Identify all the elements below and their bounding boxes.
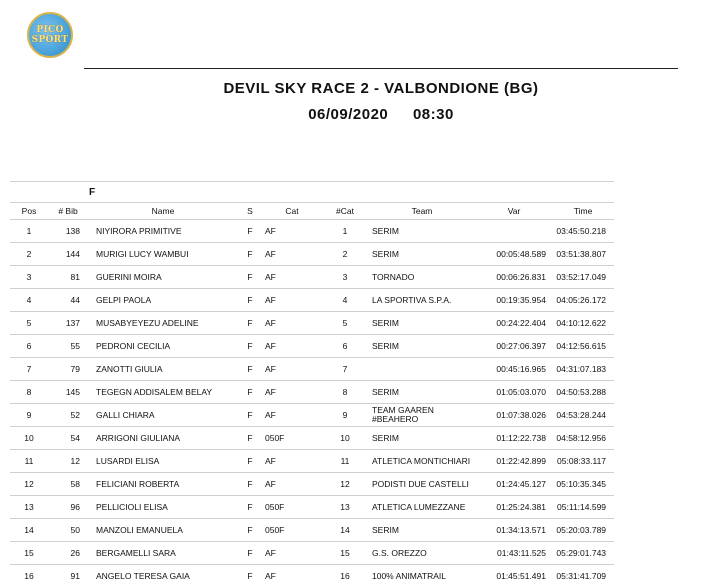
cell-category: AF <box>262 542 322 565</box>
cell-gap: 01:24:45.127 <box>476 473 552 496</box>
cell-category: AF <box>262 266 322 289</box>
cell-sex: F <box>238 381 262 404</box>
cell-athlete-name: BERGAMELLI SARA <box>88 542 238 565</box>
cell-pos: 16 <box>10 565 48 587</box>
table-row <box>10 381 614 404</box>
cell-sex: F <box>238 496 262 519</box>
cell-athlete-name: GUERINI MOIRA <box>88 266 238 289</box>
cell-bib: 12 <box>48 450 88 473</box>
cell-gap <box>476 220 552 243</box>
results-body <box>10 220 614 587</box>
cell-team: SERIM <box>368 243 476 266</box>
cell-team: SERIM <box>368 220 476 243</box>
cell-category-rank: 1 <box>322 220 368 243</box>
cell-gap: 01:43:11.525 <box>476 542 552 565</box>
cell-sex: F <box>238 243 262 266</box>
col-pos: Pos <box>10 203 48 220</box>
cell-gap: 00:24:22.404 <box>476 312 552 335</box>
cell-team: 100% ANIMATRAIL <box>368 565 476 587</box>
cell-bib: 54 <box>48 427 88 450</box>
cell-bib: 145 <box>48 381 88 404</box>
cell-finish-time: 05:20:03.789 <box>552 519 614 542</box>
cell-finish-time: 03:45:50.218 <box>552 220 614 243</box>
cell-finish-time: 03:52:17.049 <box>552 266 614 289</box>
cell-athlete-name: PEDRONI CECILIA <box>88 335 238 358</box>
cell-finish-time: 05:11:14.599 <box>552 496 614 519</box>
cell-athlete-name: MUSABYEYEZU ADELINE <box>88 312 238 335</box>
table-row <box>10 473 614 496</box>
cell-category: 050F <box>262 496 322 519</box>
cell-team: PODISTI DUE CASTELLI <box>368 473 476 496</box>
cell-team: SERIM <box>368 519 476 542</box>
cell-sex: F <box>238 473 262 496</box>
col-var: Var <box>476 203 552 220</box>
race-time: 08:30 <box>413 106 454 123</box>
cell-team: ATLETICA MONTICHIARI <box>368 450 476 473</box>
table-row <box>10 266 614 289</box>
cell-sex: F <box>238 542 262 565</box>
cell-team: G.S. OREZZO <box>368 542 476 565</box>
race-datetime <box>84 106 678 123</box>
cell-category-rank: 11 <box>322 450 368 473</box>
cell-finish-time: 04:50:53.288 <box>552 381 614 404</box>
cell-team <box>368 358 476 381</box>
col-bib: # Bib <box>48 203 88 220</box>
cell-pos: 14 <box>10 519 48 542</box>
cell-sex: F <box>238 358 262 381</box>
cell-team: ATLETICA LUMEZZANE <box>368 496 476 519</box>
cell-team: SERIM <box>368 312 476 335</box>
cell-category-rank: 13 <box>322 496 368 519</box>
cell-finish-time: 03:51:38.807 <box>552 243 614 266</box>
cell-category-rank: 5 <box>322 312 368 335</box>
cell-bib: 138 <box>48 220 88 243</box>
cell-sex: F <box>238 450 262 473</box>
table-row <box>10 358 614 381</box>
table-row <box>10 335 614 358</box>
column-headers <box>10 203 614 220</box>
col-sex: S <box>238 203 262 220</box>
cell-team: LA SPORTIVA S.P.A. <box>368 289 476 312</box>
cell-bib: 55 <box>48 335 88 358</box>
cell-team: TEAM GAAREN #BEAHERO <box>368 404 476 427</box>
cell-category: AF <box>262 335 322 358</box>
cell-pos: 9 <box>10 404 48 427</box>
cell-finish-time: 05:08:33.117 <box>552 450 614 473</box>
cell-category-rank: 9 <box>322 404 368 427</box>
cell-category-rank: 2 <box>322 243 368 266</box>
cell-athlete-name: ZANOTTI GIULIA <box>88 358 238 381</box>
cell-category: AF <box>262 381 322 404</box>
race-date: 06/09/2020 <box>308 106 388 123</box>
cell-gap: 00:45:16.965 <box>476 358 552 381</box>
cell-sex: F <box>238 404 262 427</box>
cell-bib: 52 <box>48 404 88 427</box>
cell-pos: 5 <box>10 312 48 335</box>
cell-sex: F <box>238 312 262 335</box>
cell-category-rank: 3 <box>322 266 368 289</box>
cell-category: AF <box>262 565 322 587</box>
logo-text-line2: SPORT <box>32 35 69 45</box>
cell-pos: 12 <box>10 473 48 496</box>
cell-athlete-name: FELICIANI ROBERTA <box>88 473 238 496</box>
cell-athlete-name: LUSARDI ELISA <box>88 450 238 473</box>
cell-finish-time: 05:29:01.743 <box>552 542 614 565</box>
cell-finish-time: 04:12:56.615 <box>552 335 614 358</box>
col-time: Time <box>552 203 614 220</box>
cell-gap: 01:12:22.738 <box>476 427 552 450</box>
cell-sex: F <box>238 266 262 289</box>
cell-category: AF <box>262 473 322 496</box>
cell-pos: 13 <box>10 496 48 519</box>
cell-team: SERIM <box>368 335 476 358</box>
cell-athlete-name: ARRIGONI GIULIANA <box>88 427 238 450</box>
cell-athlete-name: MANZOLI EMANUELA <box>88 519 238 542</box>
table-row <box>10 220 614 243</box>
cell-sex: F <box>238 289 262 312</box>
table-row <box>10 496 614 519</box>
cell-finish-time: 05:10:35.345 <box>552 473 614 496</box>
cell-bib: 96 <box>48 496 88 519</box>
cell-gap: 01:05:03.070 <box>476 381 552 404</box>
cell-category: AF <box>262 243 322 266</box>
cell-finish-time: 05:31:41.709 <box>552 565 614 587</box>
cell-bib: 79 <box>48 358 88 381</box>
pico-sport-logo <box>27 12 73 58</box>
col-name: Name <box>88 203 238 220</box>
cell-finish-time: 04:58:12.956 <box>552 427 614 450</box>
table-row <box>10 427 614 450</box>
cell-pos: 6 <box>10 335 48 358</box>
cell-category: AF <box>262 220 322 243</box>
cell-pos: 8 <box>10 381 48 404</box>
cell-athlete-name: TEGEGN ADDISALEM BELAY <box>88 381 238 404</box>
cell-athlete-name: GALLI CHIARA <box>88 404 238 427</box>
cell-bib: 137 <box>48 312 88 335</box>
table-row <box>10 312 614 335</box>
cell-sex: F <box>238 220 262 243</box>
cell-bib: 26 <box>48 542 88 565</box>
cell-gap: 00:06:26.831 <box>476 266 552 289</box>
cell-athlete-name: NIYIRORA PRIMITIVE <box>88 220 238 243</box>
cell-gap: 01:45:51.491 <box>476 565 552 587</box>
cell-athlete-name: ANGELO TERESA GAIA <box>88 565 238 587</box>
cell-category-rank: 12 <box>322 473 368 496</box>
header-divider <box>84 68 678 69</box>
cell-pos: 3 <box>10 266 48 289</box>
cell-team: SERIM <box>368 381 476 404</box>
cell-pos: 11 <box>10 450 48 473</box>
table-row <box>10 519 614 542</box>
cell-sex: F <box>238 335 262 358</box>
col-cat: Cat <box>262 203 322 220</box>
cell-category-rank: 15 <box>322 542 368 565</box>
cell-category-rank: 14 <box>322 519 368 542</box>
cell-team: TORNADO <box>368 266 476 289</box>
cell-bib: 44 <box>48 289 88 312</box>
cell-athlete-name: GELPI PAOLA <box>88 289 238 312</box>
cell-category: 050F <box>262 427 322 450</box>
col-team: Team <box>368 203 476 220</box>
cell-category: AF <box>262 312 322 335</box>
results-table <box>10 181 614 587</box>
cell-pos: 4 <box>10 289 48 312</box>
cell-category-rank: 7 <box>322 358 368 381</box>
cell-sex: F <box>238 519 262 542</box>
table-row <box>10 542 614 565</box>
cell-category: AF <box>262 358 322 381</box>
cell-sex: F <box>238 427 262 450</box>
cell-pos: 2 <box>10 243 48 266</box>
col-cat-rank: #Cat <box>322 203 368 220</box>
cell-category-rank: 6 <box>322 335 368 358</box>
cell-category: AF <box>262 450 322 473</box>
cell-pos: 15 <box>10 542 48 565</box>
cell-finish-time: 04:05:26.172 <box>552 289 614 312</box>
cell-pos: 10 <box>10 427 48 450</box>
logo-text-line1: PICO <box>36 25 63 35</box>
category-label: F <box>88 182 238 203</box>
race-title: DEVIL SKY RACE 2 - VALBONDIONE (BG) <box>84 80 678 97</box>
cell-bib: 58 <box>48 473 88 496</box>
cell-bib: 144 <box>48 243 88 266</box>
cell-pos: 7 <box>10 358 48 381</box>
cell-finish-time: 04:10:12.622 <box>552 312 614 335</box>
cell-finish-time: 04:53:28.244 <box>552 404 614 427</box>
table-row <box>10 289 614 312</box>
cell-athlete-name: PELLICIOLI ELISA <box>88 496 238 519</box>
table-row <box>10 450 614 473</box>
cell-category-rank: 10 <box>322 427 368 450</box>
cell-bib: 50 <box>48 519 88 542</box>
cell-category: AF <box>262 404 322 427</box>
cell-gap: 01:25:24.381 <box>476 496 552 519</box>
cell-gap: 00:19:35.954 <box>476 289 552 312</box>
cell-category-rank: 4 <box>322 289 368 312</box>
cell-gap: 01:34:13.571 <box>476 519 552 542</box>
cell-athlete-name: MURIGI LUCY WAMBUI <box>88 243 238 266</box>
table-row <box>10 243 614 266</box>
cell-bib: 81 <box>48 266 88 289</box>
cell-team: SERIM <box>368 427 476 450</box>
cell-category-rank: 16 <box>322 565 368 587</box>
cell-gap: 00:05:48.589 <box>476 243 552 266</box>
cell-bib: 91 <box>48 565 88 587</box>
cell-gap: 01:22:42.899 <box>476 450 552 473</box>
cell-pos: 1 <box>10 220 48 243</box>
cell-sex: F <box>238 565 262 587</box>
cell-gap: 00:27:06.397 <box>476 335 552 358</box>
cell-gap: 01:07:38.026 <box>476 404 552 427</box>
table-row <box>10 404 614 427</box>
cell-category-rank: 8 <box>322 381 368 404</box>
cell-finish-time: 04:31:07.183 <box>552 358 614 381</box>
cell-category: AF <box>262 289 322 312</box>
table-row <box>10 565 614 587</box>
cell-category: 050F <box>262 519 322 542</box>
